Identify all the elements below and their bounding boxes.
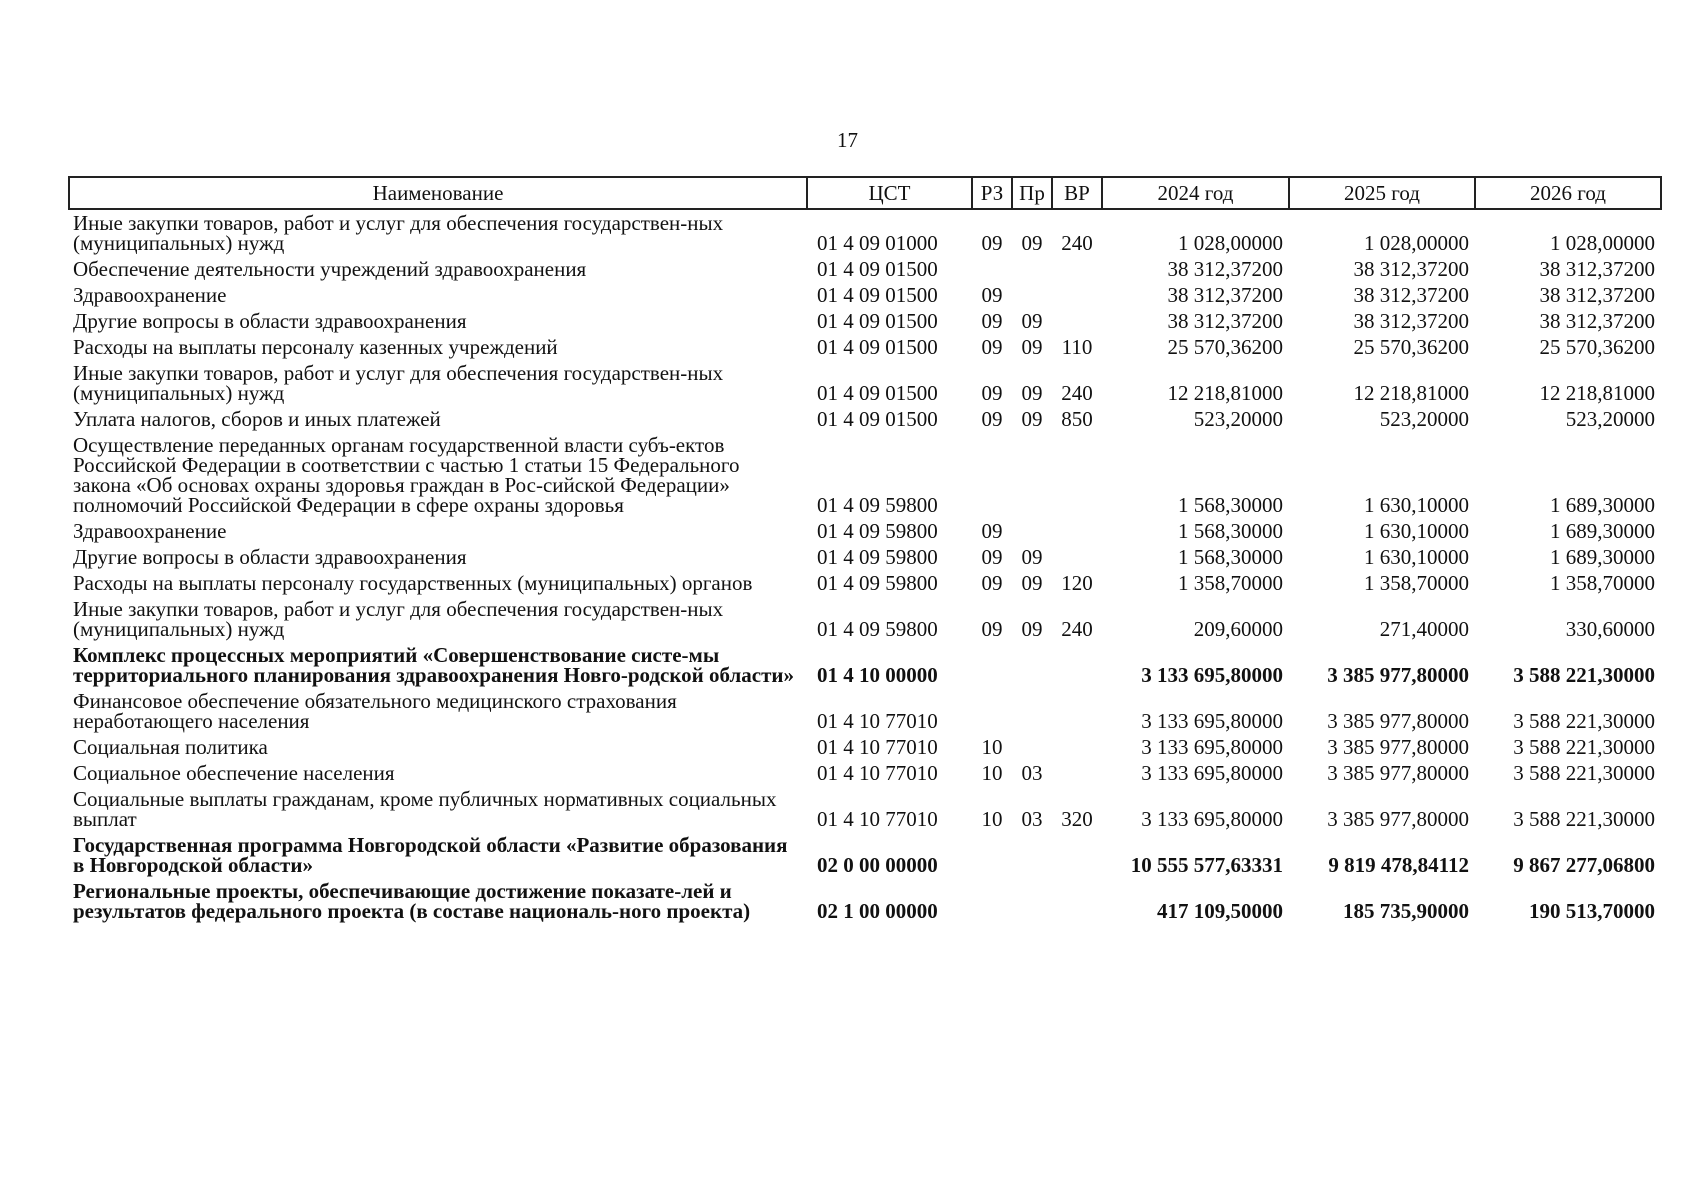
row-vr: 240 xyxy=(1061,231,1093,255)
row-vr: 110 xyxy=(1061,335,1093,359)
row-cst: 01 4 09 59800 xyxy=(817,571,938,595)
row-value-2026: 12 218,81000 xyxy=(1539,381,1655,405)
row-vr xyxy=(1052,734,1102,760)
row-value-2025: 3 385 977,80000 xyxy=(1327,761,1469,785)
row-vr xyxy=(1052,282,1102,308)
row-pr: 09 xyxy=(1021,335,1043,359)
row-vr xyxy=(1052,256,1102,282)
row-rz: 09 xyxy=(981,571,1003,595)
table-row xyxy=(69,734,1661,760)
table-row xyxy=(69,308,1661,334)
row-name: Расходы на выплаты персоналу казенных учреждений xyxy=(73,335,558,359)
row-rz: 09 xyxy=(981,519,1003,543)
row-value-2024: 38 312,37200 xyxy=(1167,257,1283,281)
table-row xyxy=(69,406,1661,432)
row-value-2024: 523,20000 xyxy=(1193,407,1283,431)
row-cst: 01 4 10 77010 xyxy=(817,761,938,785)
row-cst: 01 4 10 00000 xyxy=(817,663,938,687)
row-pr: 03 xyxy=(1021,807,1043,831)
row-value-2026: 523,20000 xyxy=(1565,407,1655,431)
row-value-2026: 9 867 277,06800 xyxy=(1513,853,1655,877)
row-value-2025: 1 630,10000 xyxy=(1364,493,1469,517)
row-rz: 09 xyxy=(981,283,1003,307)
row-value-2026: 3 588 221,30000 xyxy=(1513,709,1655,733)
row-pr xyxy=(1012,688,1052,734)
row-value-2026: 25 570,36200 xyxy=(1539,335,1655,359)
table-row xyxy=(69,518,1661,544)
row-cst: 01 4 09 01500 xyxy=(817,283,938,307)
table-row xyxy=(69,760,1661,786)
row-rz xyxy=(972,832,1012,878)
row-value-2025: 3 385 977,80000 xyxy=(1327,735,1469,759)
row-name: Иные закупки товаров, работ и услуг для обеспечения государствен-ных (муниципальных) нужд xyxy=(73,597,724,641)
table-row xyxy=(69,878,1661,924)
row-value-2025: 9 819 478,84112 xyxy=(1328,853,1469,877)
row-cst: 01 4 09 01500 xyxy=(817,257,938,281)
table-row xyxy=(69,786,1661,832)
row-pr: 09 xyxy=(1021,231,1043,255)
row-value-2024: 3 133 695,80000 xyxy=(1141,709,1283,733)
row-value-2026: 38 312,37200 xyxy=(1539,257,1655,281)
row-value-2026: 38 312,37200 xyxy=(1539,283,1655,307)
row-pr: 09 xyxy=(1021,571,1043,595)
row-value-2024: 38 312,37200 xyxy=(1167,309,1283,333)
row-value-2024: 38 312,37200 xyxy=(1167,283,1283,307)
row-value-2024: 1 568,30000 xyxy=(1178,545,1283,569)
row-value-2025: 1 630,10000 xyxy=(1364,545,1469,569)
row-pr xyxy=(1012,734,1052,760)
row-cst: 01 4 09 01500 xyxy=(817,309,938,333)
row-cst: 01 4 10 77010 xyxy=(817,807,938,831)
row-rz: 10 xyxy=(981,807,1003,831)
header-name: Наименование xyxy=(69,177,807,209)
row-name: Уплата налогов, сборов и иных платежей xyxy=(73,407,441,431)
row-value-2026: 3 588 221,30000 xyxy=(1513,735,1655,759)
header-vr: ВР xyxy=(1052,177,1102,209)
row-name: Комплекс процессных мероприятий «Совершенствование систе-мы территориального планирования здравоохранения Новго-родской области» xyxy=(73,643,795,687)
row-pr: 09 xyxy=(1021,309,1043,333)
budget-table xyxy=(68,176,1662,924)
header-2026: 2026 год xyxy=(1475,177,1661,209)
row-name: Другие вопросы в области здравоохранения xyxy=(73,309,467,333)
row-rz xyxy=(972,878,1012,924)
row-vr xyxy=(1052,760,1102,786)
row-name: Социальные выплаты гражданам, кроме публичных нормативных социальных выплат xyxy=(73,787,777,831)
row-cst: 01 4 09 01500 xyxy=(817,407,938,431)
table-row xyxy=(69,544,1661,570)
row-value-2025: 523,20000 xyxy=(1379,407,1469,431)
row-value-2025: 12 218,81000 xyxy=(1353,381,1469,405)
row-cst: 01 4 09 59800 xyxy=(817,617,938,641)
header-cst: ЦСТ xyxy=(807,177,972,209)
row-pr: 03 xyxy=(1021,761,1043,785)
row-value-2024: 209,60000 xyxy=(1193,617,1283,641)
row-value-2024: 25 570,36200 xyxy=(1167,335,1283,359)
row-value-2024: 12 218,81000 xyxy=(1167,381,1283,405)
row-value-2026: 1 358,70000 xyxy=(1550,571,1655,595)
table-header-row xyxy=(69,177,1661,209)
row-rz xyxy=(972,642,1012,688)
table-row xyxy=(69,282,1661,308)
table-row xyxy=(69,642,1661,688)
row-vr xyxy=(1052,308,1102,334)
row-value-2024: 3 133 695,80000 xyxy=(1141,807,1283,831)
row-vr xyxy=(1052,432,1102,518)
row-vr xyxy=(1052,518,1102,544)
row-vr xyxy=(1052,878,1102,924)
row-rz: 10 xyxy=(981,761,1003,785)
row-value-2026: 38 312,37200 xyxy=(1539,309,1655,333)
row-cst: 02 1 00 00000 xyxy=(817,899,938,923)
header-2024: 2024 год xyxy=(1102,177,1289,209)
row-value-2024: 3 133 695,80000 xyxy=(1141,663,1283,687)
row-value-2024: 1 028,00000 xyxy=(1178,231,1283,255)
row-value-2025: 25 570,36200 xyxy=(1353,335,1469,359)
row-value-2024: 10 555 577,63331 xyxy=(1130,853,1283,877)
row-value-2024: 1 568,30000 xyxy=(1178,519,1283,543)
row-pr: 09 xyxy=(1021,617,1043,641)
row-value-2024: 3 133 695,80000 xyxy=(1141,735,1283,759)
row-value-2024: 1 358,70000 xyxy=(1178,571,1283,595)
row-rz: 09 xyxy=(981,231,1003,255)
row-value-2025: 3 385 977,80000 xyxy=(1327,807,1469,831)
row-name: Другие вопросы в области здравоохранения xyxy=(73,545,467,569)
table-row xyxy=(69,256,1661,282)
row-rz: 09 xyxy=(981,617,1003,641)
row-value-2025: 38 312,37200 xyxy=(1353,309,1469,333)
row-vr: 120 xyxy=(1061,571,1093,595)
header-2025: 2025 год xyxy=(1289,177,1475,209)
row-cst: 01 4 09 01000 xyxy=(817,231,938,255)
row-value-2025: 185 735,90000 xyxy=(1343,899,1469,923)
table-body xyxy=(69,209,1661,924)
row-cst: 01 4 09 59800 xyxy=(817,493,938,517)
row-cst: 01 4 09 59800 xyxy=(817,545,938,569)
row-value-2024: 3 133 695,80000 xyxy=(1141,761,1283,785)
row-name: Осуществление переданных органам государственной власти субъ-ектов Российской Федерации в соответствии с частью 1 статьи 15 Федерального закона «Об основах охраны здоровья граждан в Рос-сийской Федерации» полномочий Российской Федерации в сфере охраны здоровья xyxy=(73,433,740,517)
row-value-2026: 3 588 221,30000 xyxy=(1513,807,1655,831)
row-name: Региональные проекты, обеспечивающие достижение показате-лей и результатов федерального проекта (в составе националь-ного проекта) xyxy=(73,879,751,923)
row-pr xyxy=(1012,256,1052,282)
row-rz: 09 xyxy=(981,381,1003,405)
row-vr xyxy=(1052,688,1102,734)
row-vr xyxy=(1052,642,1102,688)
row-name: Здравоохранение xyxy=(73,283,227,307)
row-value-2025: 38 312,37200 xyxy=(1353,283,1469,307)
row-name: Социальное обеспечение населения xyxy=(73,761,395,785)
row-value-2026: 1 689,30000 xyxy=(1550,545,1655,569)
row-cst: 01 4 09 01500 xyxy=(817,381,938,405)
row-vr xyxy=(1052,832,1102,878)
row-name: Государственная программа Новгородской области «Развитие образования в Новгородской области» xyxy=(73,833,788,877)
table-row xyxy=(69,688,1661,734)
row-value-2026: 1 028,00000 xyxy=(1550,231,1655,255)
row-pr xyxy=(1012,282,1052,308)
row-value-2026: 1 689,30000 xyxy=(1550,519,1655,543)
table-row xyxy=(69,360,1661,406)
row-value-2025: 3 385 977,80000 xyxy=(1327,709,1469,733)
row-pr xyxy=(1012,642,1052,688)
row-name: Иные закупки товаров, работ и услуг для обеспечения государствен-ных (муниципальных) нужд xyxy=(73,211,724,255)
row-cst: 02 0 00 00000 xyxy=(817,853,938,877)
row-cst: 01 4 10 77010 xyxy=(817,735,938,759)
row-vr: 320 xyxy=(1061,807,1093,831)
table-row xyxy=(69,209,1661,256)
row-value-2024: 1 568,30000 xyxy=(1178,493,1283,517)
row-rz: 09 xyxy=(981,407,1003,431)
row-rz: 09 xyxy=(981,335,1003,359)
row-pr xyxy=(1012,878,1052,924)
row-value-2025: 1 630,10000 xyxy=(1364,519,1469,543)
row-vr: 240 xyxy=(1061,381,1093,405)
row-pr: 09 xyxy=(1021,381,1043,405)
row-pr xyxy=(1012,518,1052,544)
row-value-2025: 1 028,00000 xyxy=(1364,231,1469,255)
row-name: Расходы на выплаты персоналу государственных (муниципальных) органов xyxy=(73,571,753,595)
row-pr: 09 xyxy=(1021,407,1043,431)
row-value-2026: 190 513,70000 xyxy=(1529,899,1655,923)
row-value-2026: 3 588 221,30000 xyxy=(1513,761,1655,785)
row-cst: 01 4 10 77010 xyxy=(817,709,938,733)
row-value-2024: 417 109,50000 xyxy=(1157,899,1283,923)
header-rz: РЗ xyxy=(972,177,1012,209)
table-row xyxy=(69,334,1661,360)
row-rz: 09 xyxy=(981,309,1003,333)
row-pr xyxy=(1012,832,1052,878)
row-vr: 240 xyxy=(1061,617,1093,641)
row-name: Финансовое обеспечение обязательного медицинского страхования неработающего населения xyxy=(73,689,677,733)
row-pr xyxy=(1012,432,1052,518)
row-cst: 01 4 09 59800 xyxy=(817,519,938,543)
row-vr xyxy=(1052,544,1102,570)
row-name: Здравоохранение xyxy=(73,519,227,543)
row-name: Обеспечение деятельности учреждений здравоохранения xyxy=(73,257,587,281)
row-value-2025: 1 358,70000 xyxy=(1364,571,1469,595)
row-value-2026: 3 588 221,30000 xyxy=(1513,663,1655,687)
row-rz xyxy=(972,256,1012,282)
row-pr: 09 xyxy=(1021,545,1043,569)
page-number: 17 xyxy=(837,128,858,152)
header-pr: Пр xyxy=(1012,177,1052,209)
table-row xyxy=(69,432,1661,518)
row-value-2026: 330,60000 xyxy=(1565,617,1655,641)
row-value-2025: 3 385 977,80000 xyxy=(1327,663,1469,687)
row-vr: 850 xyxy=(1061,407,1093,431)
row-rz xyxy=(972,688,1012,734)
row-rz: 10 xyxy=(981,735,1003,759)
row-rz xyxy=(972,432,1012,518)
row-name: Социальная политика xyxy=(73,735,268,759)
row-name: Иные закупки товаров, работ и услуг для обеспечения государствен-ных (муниципальных) нужд xyxy=(73,361,724,405)
row-value-2026: 1 689,30000 xyxy=(1550,493,1655,517)
row-value-2025: 271,40000 xyxy=(1379,617,1469,641)
row-value-2025: 38 312,37200 xyxy=(1353,257,1469,281)
row-cst: 01 4 09 01500 xyxy=(817,335,938,359)
row-rz: 09 xyxy=(981,545,1003,569)
table-row xyxy=(69,570,1661,596)
table-row xyxy=(69,832,1661,878)
table-row xyxy=(69,596,1661,642)
